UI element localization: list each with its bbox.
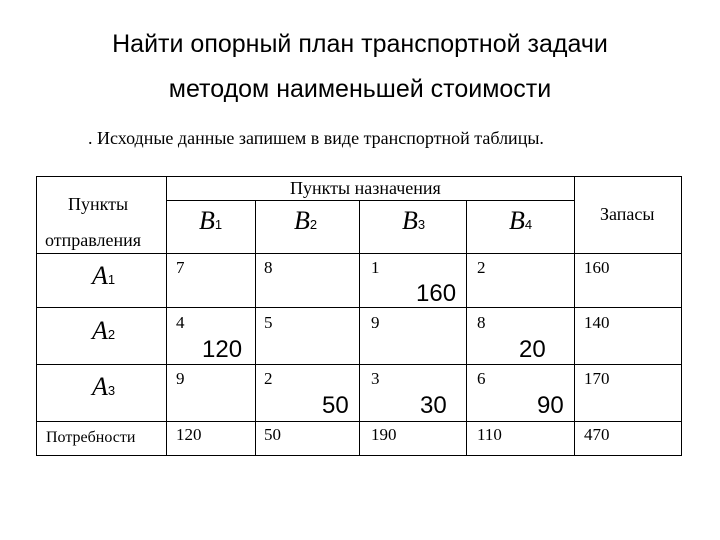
cost-value: 2 [477, 258, 486, 277]
total-value: 470 [584, 425, 610, 444]
destination-label: B4 [509, 206, 533, 235]
cost-value: 2 [264, 369, 273, 388]
intro-text: . Исходные данные запишем в виде транспортной таблицы. [88, 128, 544, 148]
grid-line [166, 176, 167, 456]
allocation-value: 160 [416, 280, 457, 307]
demand-value: 120 [176, 425, 202, 444]
demand-value: 190 [371, 425, 397, 444]
allocation-value: 90 [537, 392, 564, 419]
destination-label: B1 [199, 206, 223, 235]
demand-label: Потребности [46, 429, 136, 446]
cost-value: 9 [371, 313, 380, 332]
cost-value: 3 [371, 369, 380, 388]
origins-header-line-1: Пункты [68, 194, 129, 214]
supply-value: 140 [584, 313, 610, 332]
grid-line [359, 200, 360, 456]
transport-table [36, 176, 682, 456]
slide-title-line-2: методом наименьшей стоимости [168, 75, 552, 103]
demand-value: 50 [264, 425, 281, 444]
supply-header: Запасы [600, 204, 655, 224]
supply-value: 170 [584, 369, 610, 388]
cost-value: 6 [477, 369, 486, 388]
cost-value: 4 [176, 313, 185, 332]
origin-label: A1 [92, 261, 116, 290]
origin-label: A2 [92, 316, 116, 345]
supply-value: 160 [584, 258, 610, 277]
allocation-value: 20 [519, 336, 546, 363]
destination-label: B2 [294, 206, 318, 235]
cost-value: 7 [176, 258, 185, 277]
cost-value: 9 [176, 369, 185, 388]
grid-line [166, 200, 574, 201]
cost-value: 5 [264, 313, 273, 332]
allocation-value: 30 [420, 392, 447, 419]
demand-value: 110 [477, 425, 502, 444]
grid-line [466, 200, 467, 456]
allocation-value: 120 [202, 336, 243, 363]
origins-header-line-2: отправления [45, 230, 142, 250]
table-border-right [681, 176, 682, 456]
table-border-top [36, 176, 682, 177]
table-border-left [36, 176, 37, 456]
slide-title-line-1: Найти опорный план транспортной задачи [112, 30, 608, 58]
cost-value: 8 [264, 258, 273, 277]
grid-line [255, 200, 256, 456]
cost-value: 8 [477, 313, 486, 332]
destination-label: B3 [402, 206, 426, 235]
destinations-header: Пункты назначения [290, 178, 441, 198]
cost-value: 1 [371, 258, 380, 277]
grid-line [574, 176, 575, 456]
allocation-value: 50 [322, 392, 349, 419]
origin-label: A3 [92, 372, 116, 401]
